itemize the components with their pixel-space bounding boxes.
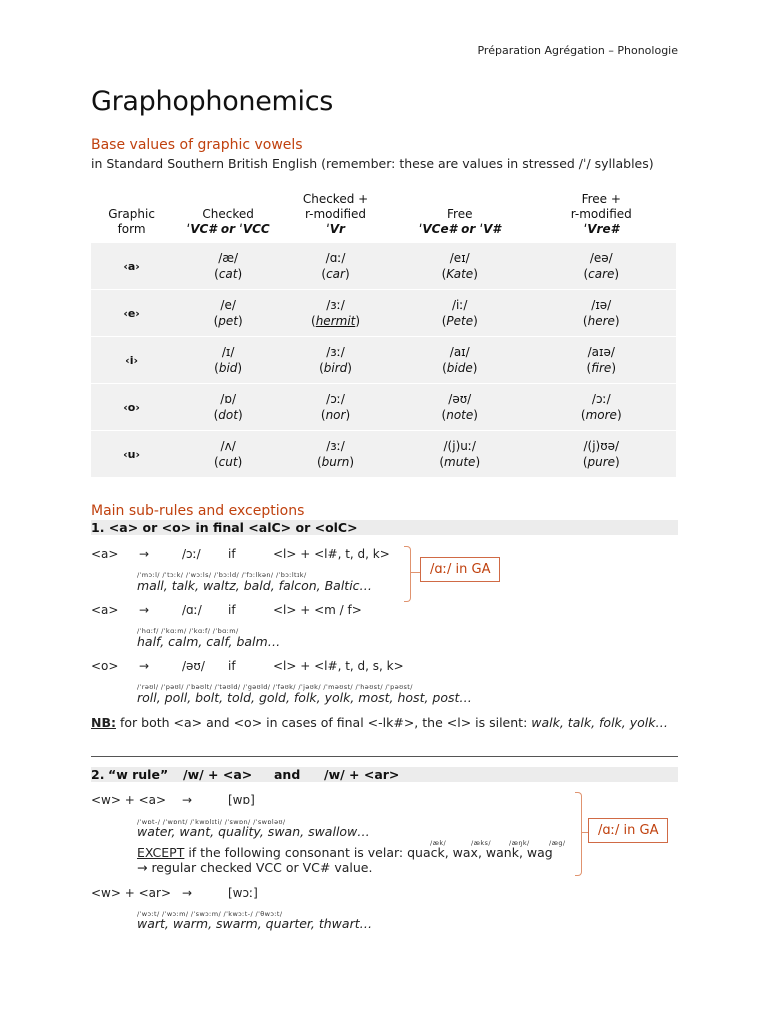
regular-line: → regular checked VCC or VC# value. bbox=[137, 860, 373, 875]
vowel-value: /əʊ/ bbox=[448, 392, 472, 406]
rule5-arrow: → bbox=[182, 886, 193, 900]
rule4-ipa: /ˈwɒt-/ /ˈwɒnt/ /ˈkwɒlɪti/ /ˈswɒn/ /ˈswɒləʊ/ bbox=[137, 818, 286, 826]
example-word: (hermit) bbox=[311, 313, 361, 328]
vowel-value: /aɪ/ bbox=[449, 345, 470, 359]
graphic-form: ‹o› bbox=[123, 400, 140, 414]
vowel-value: /ɒ/ bbox=[220, 392, 236, 406]
rule2-words: half, calm, calf, balm… bbox=[137, 634, 281, 649]
example-word: (pet) bbox=[213, 313, 243, 328]
table-row bbox=[91, 384, 676, 430]
rule4-vowel: [wɒ] bbox=[228, 793, 255, 807]
example-word: (Pete) bbox=[441, 313, 478, 328]
velar-ipa-4: /æg/ bbox=[549, 839, 566, 847]
rule-band-2-label: “w rule” bbox=[108, 767, 169, 782]
rule-band-1 bbox=[91, 520, 678, 535]
vowel-cell bbox=[393, 345, 527, 376]
example-word: (car) bbox=[321, 266, 350, 281]
rule4-arrow: → bbox=[182, 793, 193, 807]
brace-2 bbox=[575, 792, 582, 876]
graphic-form: ‹u› bbox=[123, 447, 141, 461]
example-word: (pure) bbox=[582, 454, 620, 469]
table-row bbox=[91, 337, 676, 383]
example-word: (here) bbox=[582, 313, 620, 328]
vowel-cell bbox=[172, 439, 278, 470]
rule3-if: if bbox=[228, 659, 236, 673]
header-checked-r: Checked + r-modified ˈVr bbox=[302, 192, 369, 236]
graphic-form: ‹i› bbox=[125, 353, 138, 367]
vowel-value: /æ/ bbox=[218, 251, 239, 265]
rule2-if: if bbox=[228, 603, 236, 617]
rule3-vowel: /əʊ/ bbox=[182, 659, 205, 673]
running-header: Préparation Agrégation – Phonologie bbox=[477, 44, 678, 57]
vowel-value: /iː/ bbox=[452, 298, 468, 312]
except-line bbox=[137, 845, 553, 860]
rule3-arrow: → bbox=[139, 659, 150, 673]
vowel-cell bbox=[278, 251, 393, 282]
header-free: Free ˈVCe# or ˈV# bbox=[418, 207, 501, 236]
vowel-cell bbox=[172, 345, 278, 376]
rule-band-2-a: /w/ + <a> bbox=[183, 767, 253, 782]
example-word: (note) bbox=[441, 407, 478, 422]
header-free-r: Free + r-modified ˈVre# bbox=[570, 192, 632, 236]
example-word: (Kate) bbox=[441, 266, 478, 281]
nb-label: NB: bbox=[91, 715, 116, 730]
example-word: (bide) bbox=[442, 360, 478, 375]
ga-note-1: /ɑː/ in GA bbox=[420, 557, 500, 582]
table-row bbox=[91, 431, 676, 477]
vowel-cell bbox=[527, 298, 676, 329]
table-body bbox=[91, 243, 676, 477]
section-subtitle: in Standard Southern British English (remember: these are values in stressed /ˈ/ syllables) bbox=[91, 156, 654, 171]
rule4-grapheme: <w> + <a> bbox=[91, 793, 167, 807]
rule4-words: water, want, quality, swan, swallow… bbox=[137, 824, 370, 839]
vowel-cell bbox=[527, 251, 676, 282]
example-word: (more) bbox=[580, 407, 622, 422]
rule-band-1-label: 1. <a> or <o> in final <alC> or <olC> bbox=[91, 520, 358, 535]
rule2-arrow: → bbox=[139, 603, 150, 617]
example-word: (nor) bbox=[320, 407, 351, 422]
rule-band-2-b: /w/ + <ar> bbox=[324, 767, 400, 782]
rule5-words: wart, warm, swarm, quarter, thwart… bbox=[137, 916, 373, 931]
rule1-condition: <l> + <l#, t, d, k> bbox=[273, 547, 390, 561]
vowel-value: /ɪ/ bbox=[221, 345, 235, 359]
vowel-value: /ʌ/ bbox=[220, 439, 236, 453]
vowel-cell bbox=[393, 392, 527, 423]
rule-band-2-num: 2. bbox=[91, 767, 105, 782]
rule3-words: roll, poll, bolt, told, gold, folk, yolk, most, host, post… bbox=[137, 690, 472, 705]
section-title-subrules: Main sub-rules and exceptions bbox=[91, 503, 305, 519]
vowel-value: /(j)ʊə/ bbox=[583, 439, 620, 453]
vowel-value: /eə/ bbox=[589, 251, 613, 265]
page-title: Graphophonemics bbox=[91, 86, 334, 117]
vowel-cell bbox=[172, 298, 278, 329]
vowel-value: /ɜː/ bbox=[326, 345, 345, 359]
vowel-cell bbox=[393, 251, 527, 282]
rule1-vowel: /ɔː/ bbox=[182, 547, 201, 561]
vowel-cell bbox=[278, 392, 393, 423]
velar-ipa-1: /æk/ bbox=[430, 839, 447, 847]
vowel-cell bbox=[278, 345, 393, 376]
brace-1 bbox=[404, 546, 411, 602]
rule2-grapheme: <a> bbox=[91, 603, 119, 617]
ga-note-2: /ɑː/ in GA bbox=[588, 818, 668, 843]
example-word: (cat) bbox=[214, 266, 243, 281]
table-header-row bbox=[91, 190, 676, 243]
vowel-value: /ɜː/ bbox=[326, 439, 345, 453]
rule2-vowel: /ɑː/ bbox=[182, 603, 202, 617]
vowel-cell bbox=[527, 345, 676, 376]
example-word: (care) bbox=[583, 266, 620, 281]
velar-ipa-3: /æŋk/ bbox=[509, 839, 530, 847]
vowel-value: /(j)uː/ bbox=[443, 439, 476, 453]
divider bbox=[91, 756, 678, 757]
vowel-cell bbox=[172, 251, 278, 282]
vowel-value: /aɪə/ bbox=[587, 345, 615, 359]
rule5-ipa: /ˈwɔːt/ /ˈwɔːm/ /ˈswɔːm/ /ˈkwɔːt-/ /ˈθwɔːt/ bbox=[137, 910, 283, 918]
example-word: (burn) bbox=[316, 454, 355, 469]
vowel-table bbox=[91, 190, 676, 477]
section-title-base-values: Base values of graphic vowels bbox=[91, 137, 303, 153]
rule5-grapheme: <w> + <ar> bbox=[91, 886, 172, 900]
example-word: (fire) bbox=[586, 360, 616, 375]
vowel-value: /eɪ/ bbox=[449, 251, 470, 265]
vowel-cell bbox=[393, 298, 527, 329]
example-word: (dot) bbox=[213, 407, 243, 422]
nb-text: for both <a> and <o> in cases of final <-lk#>, the <l> is silent: bbox=[116, 715, 532, 730]
rule1-arrow: → bbox=[139, 547, 150, 561]
rule2-ipa: /ˈhɑːf/ /ˈkɑːm/ /ˈkɑːf/ /ˈbɑːm/ bbox=[137, 627, 239, 635]
rule3-condition: <l> + <l#, t, d, s, k> bbox=[273, 659, 404, 673]
rule3-ipa: /ˈrəʊl/ /ˈpəʊl/ /ˈbəʊlt/ /ˈtəʊld/ /ˈgəʊld/ /ˈfəʊk/ /ˈjəʊk/ /ˈməʊst/ /ˈhəʊst/ /ˈpəʊst/ bbox=[137, 683, 413, 691]
vowel-value: /ɑː/ bbox=[325, 251, 346, 265]
rule-band-2-and: and bbox=[274, 767, 301, 782]
graphic-form: ‹e› bbox=[123, 306, 140, 320]
rule5-vowel: [wɔː] bbox=[228, 886, 258, 900]
vowel-cell bbox=[278, 439, 393, 470]
rule1-grapheme: <a> bbox=[91, 547, 119, 561]
example-word: (cut) bbox=[213, 454, 243, 469]
nb-note bbox=[91, 715, 668, 730]
rule1-words: mall, talk, waltz, bald, falcon, Baltic… bbox=[137, 578, 373, 593]
vowel-cell bbox=[393, 439, 527, 470]
vowel-value: /ɔː/ bbox=[591, 392, 611, 406]
vowel-cell bbox=[527, 392, 676, 423]
vowel-value: /ɔː/ bbox=[326, 392, 345, 406]
rule2-condition: <l> + <m / f> bbox=[273, 603, 362, 617]
vowel-value: /ɪə/ bbox=[591, 298, 612, 312]
example-word: (bid) bbox=[214, 360, 243, 375]
vowel-value: /ɜː/ bbox=[326, 298, 345, 312]
example-word: (mute) bbox=[439, 454, 481, 469]
header-checked: Checked ˈVC# or ˈVCC bbox=[186, 207, 270, 236]
nb-words: walk, talk, folk, yolk… bbox=[531, 715, 668, 730]
velar-ipa-2: /æks/ bbox=[471, 839, 491, 847]
table-row bbox=[91, 243, 676, 289]
example-word: (bird) bbox=[319, 360, 352, 375]
header-graphic-form: Graphic form bbox=[108, 207, 155, 236]
rule-band-2 bbox=[91, 767, 678, 782]
vowel-cell bbox=[172, 392, 278, 423]
except-text: if the following consonant is velar: quack, wax, wank, wag bbox=[184, 845, 553, 860]
graphic-form: ‹a› bbox=[123, 259, 140, 273]
brace-1-tick bbox=[410, 572, 420, 573]
vowel-cell bbox=[278, 298, 393, 329]
rule1-if: if bbox=[228, 547, 236, 561]
except-label: EXCEPT bbox=[137, 845, 185, 860]
rule3-grapheme: <o> bbox=[91, 659, 119, 673]
rule1-ipa: /ˈmɔːl/ /ˈtɔːk/ /ˈwɔːls/ /ˈbɔːld/ /ˈfɔːlkən/ /ˈbɔːltɪk/ bbox=[137, 571, 307, 579]
vowel-cell bbox=[527, 439, 676, 470]
table-row bbox=[91, 290, 676, 336]
vowel-value: /e/ bbox=[220, 298, 236, 312]
